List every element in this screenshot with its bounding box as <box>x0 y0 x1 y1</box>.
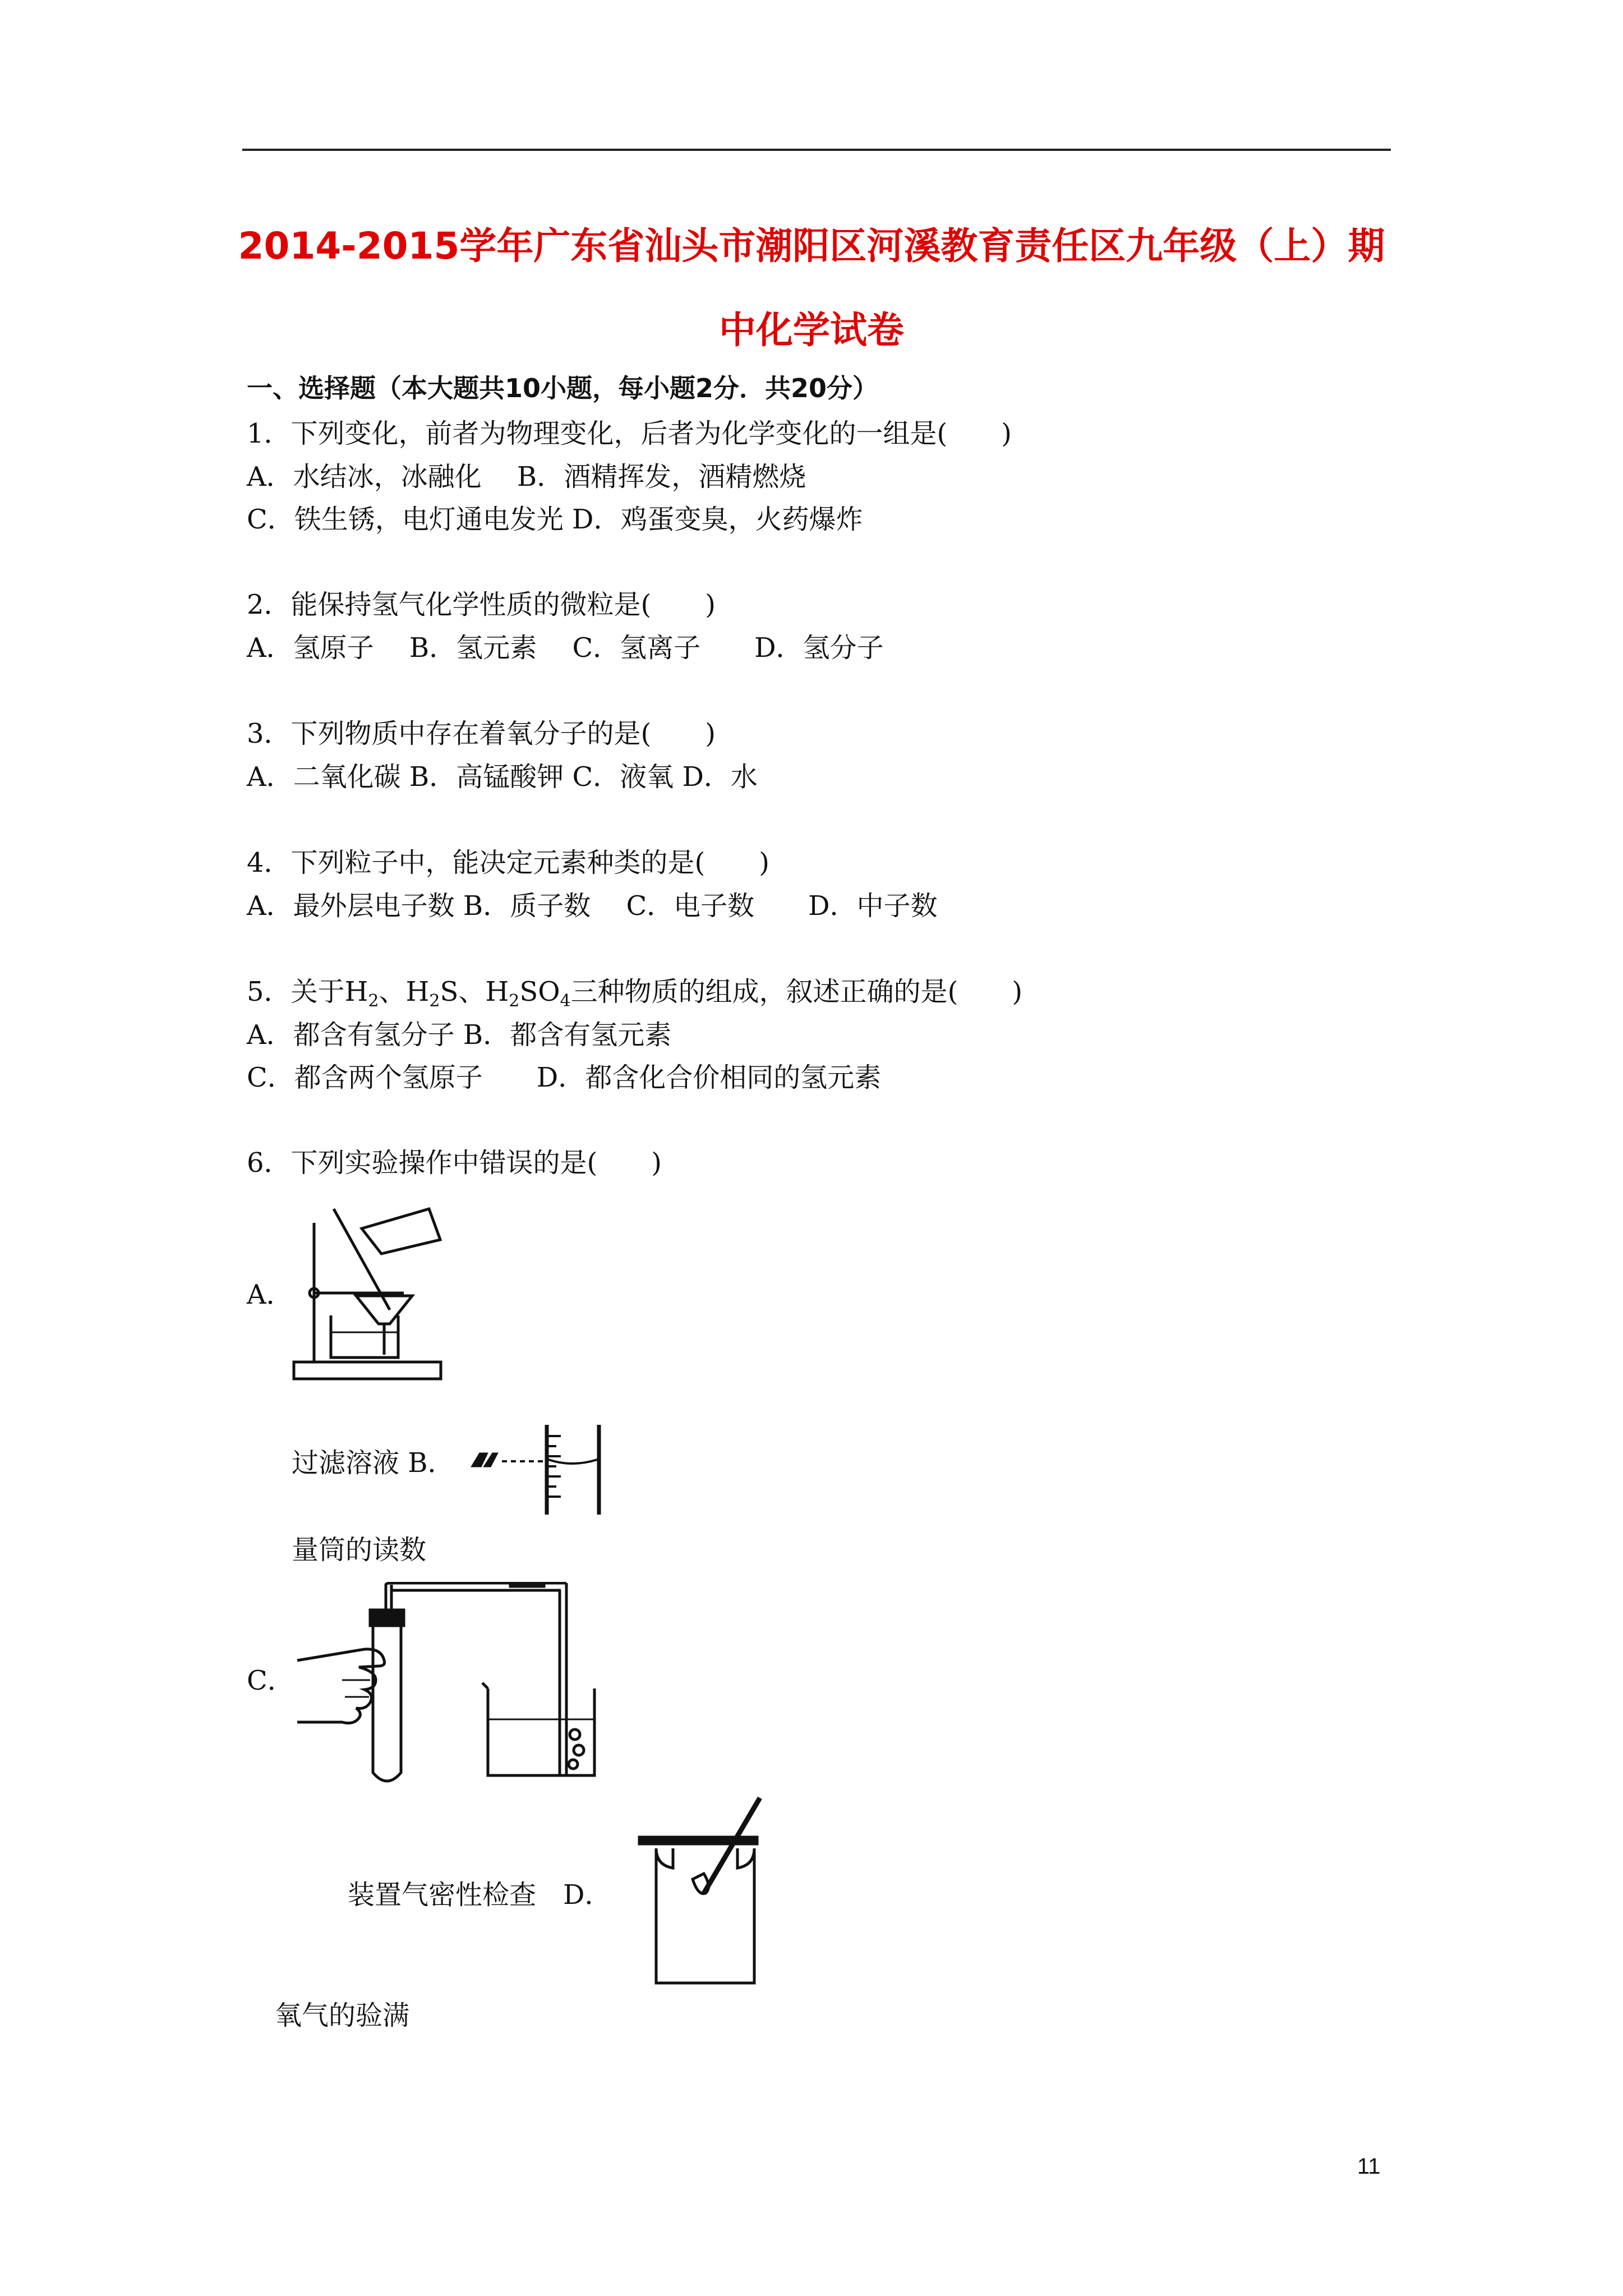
filtration-apparatus-figure <box>292 1206 460 1391</box>
q6-option-a-label: A． <box>247 1279 293 1310</box>
page-number: 11 <box>1357 2154 1381 2179</box>
q4-stem: 4．下列粒子中，能决定元素种类的是( ) <box>247 847 769 878</box>
q1-options-ab: A．水结冰，冰融化 B．酒精挥发，酒精燃烧 <box>247 461 806 493</box>
exam-title-line1: 2014-2015学年广东省汕头市潮阳区河溪教育责任区九年级（上）期 <box>238 224 1385 268</box>
section-heading: 一、选择题（本大题共10小题，每小题2分．共20分） <box>247 373 879 403</box>
q5-options-cd: C．都含两个氢原子 D．都含化合价相同的氢元素 <box>247 1062 882 1093</box>
q6-caption-d: 氧气的验满 <box>275 2000 410 2031</box>
airtightness-check-figure <box>292 1582 639 1795</box>
q3-options: A．二氧化碳 B．高锰酸钾 C．液氧 D．水 <box>247 761 758 793</box>
exam-title-line2: 中化学试卷 <box>719 309 904 352</box>
q6-stem: 6．下列实验操作中错误的是( ) <box>247 1147 662 1179</box>
q6-caption-b: 量筒的读数 <box>292 1534 427 1566</box>
oxygen-bottle-check-figure <box>634 1795 780 1986</box>
q4-options: A．最外层电子数 B．质子数 C．电子数 D．中子数 <box>247 890 938 922</box>
q2-stem: 2．能保持氢气化学性质的微粒是( ) <box>247 589 716 620</box>
q1-options-cd: C．铁生锈，电灯通电发光 D．鸡蛋变臭，火药爆炸 <box>247 504 863 535</box>
q1-stem: 1．下列变化，前者为物理变化，后者为化学变化的一组是( ) <box>247 418 1012 449</box>
header-rule <box>242 149 1391 151</box>
graduated-cylinder-reading-figure <box>465 1419 611 1520</box>
q6-option-c-label: C． <box>247 1665 294 1696</box>
q6-caption-a: 过滤溶液 B． <box>292 1447 455 1479</box>
q6-caption-c: 装置气密性检查 D． <box>348 1879 612 1911</box>
q2-options: A．氢原子 B．氢元素 C．氢离子 D．氢分子 <box>247 632 884 664</box>
q5-stem: 5．关于$H_2$、$H_2S$、$H_2SO_4$三种物质的组成，叙述正确的是( ) <box>247 976 1023 1011</box>
q3-stem: 3．下列物质中存在着氧分子的是( ) <box>247 718 716 749</box>
q5-options-ab: A．都含有氢分子 B．都含有氢元素 <box>247 1019 672 1051</box>
